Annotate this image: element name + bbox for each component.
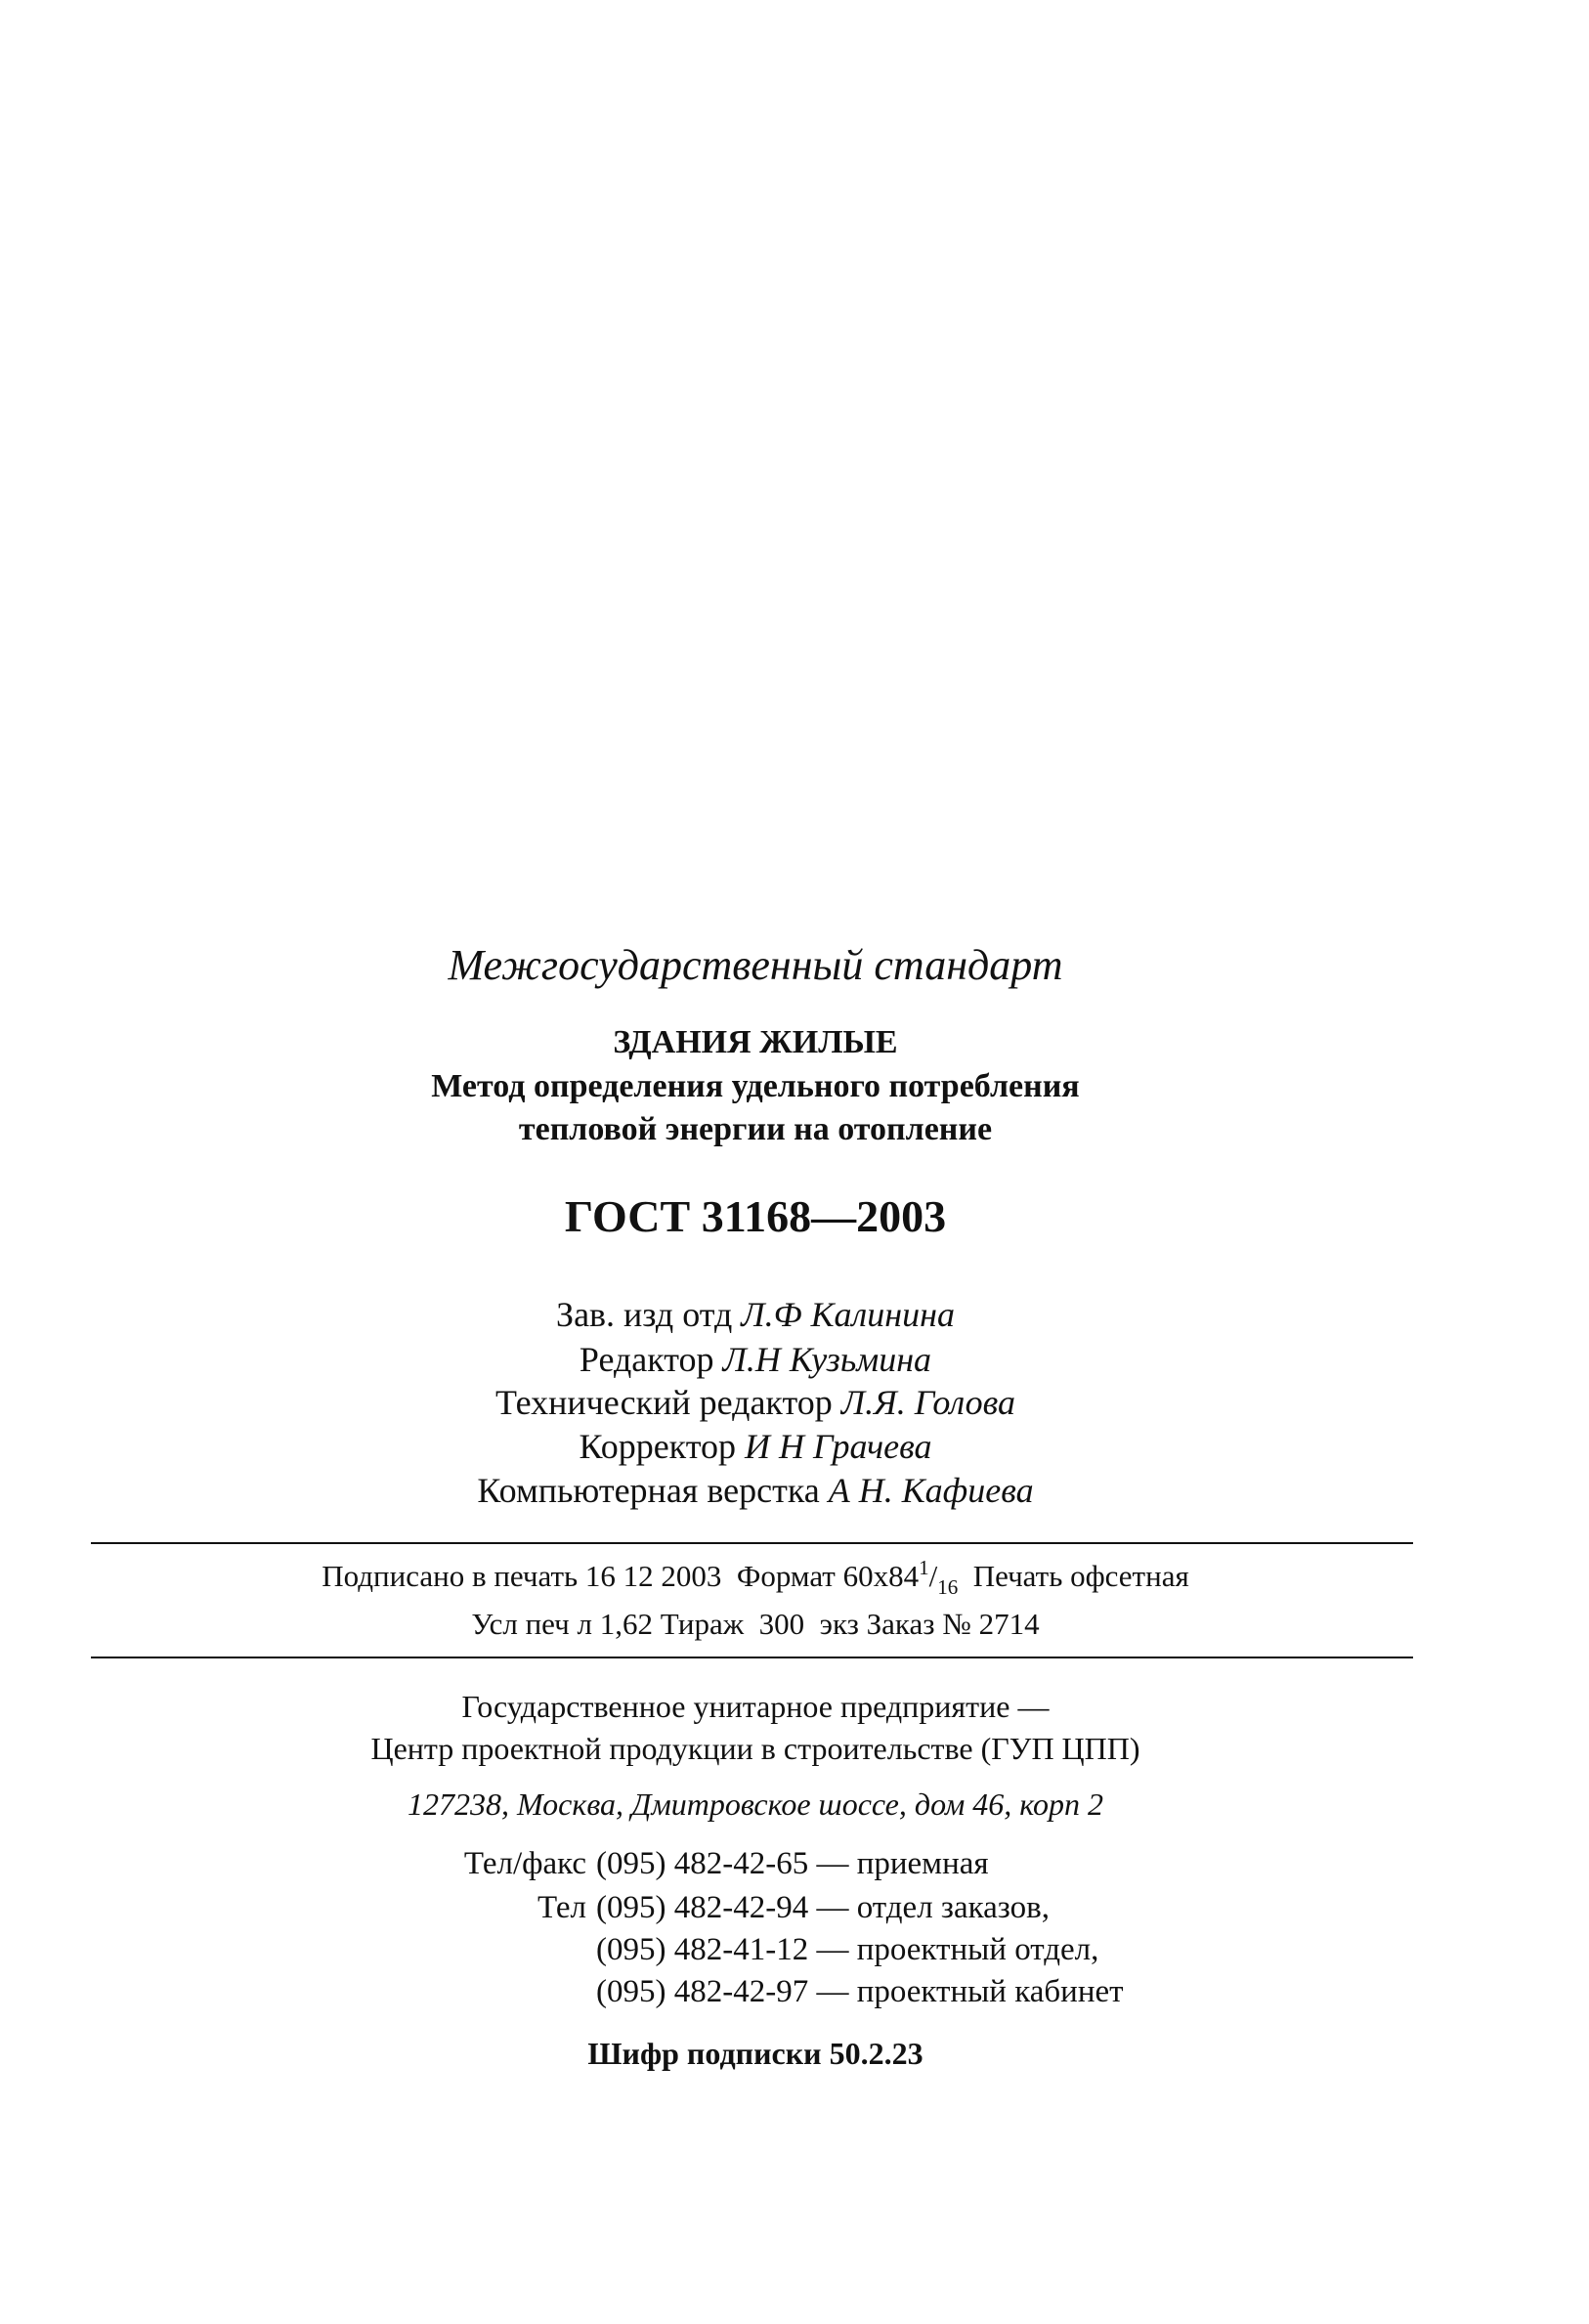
phone-entry (596, 1932, 1098, 1968)
phone-entry (596, 1890, 1050, 1926)
series-title: Межгосударственный стандарт (448, 941, 1063, 989)
phone-purpose: — проектный кабинет (816, 1974, 1124, 2009)
sheets-value: 1,62 (599, 1607, 653, 1641)
run-value: 300 (758, 1607, 805, 1641)
phone-purpose: — отдел заказов, (816, 1890, 1050, 1925)
format-sup: 1 (919, 1556, 929, 1579)
phone-number: (095) 482-42-94 (596, 1890, 809, 1925)
copies-unit: экз (819, 1607, 859, 1641)
credit-name: А Н. Кафиева (828, 1471, 1034, 1510)
credit-role: Технический редактор (495, 1383, 833, 1422)
publisher-address: 127238, Москва, Дмитровское шоссе, дом 46, корп 2 (407, 1786, 1104, 1822)
divider-bottom (91, 1657, 1413, 1658)
credit-role: Редактор (579, 1340, 714, 1379)
publisher-line-2: Центр проектной продукции в строительстве (ГУП ЦПП) (370, 1731, 1140, 1766)
credit-line (0, 1426, 1511, 1467)
document-title-line-2: Метод определения удельного потребления (431, 1068, 1080, 1104)
signed-label: Подписано в печать (322, 1559, 579, 1593)
credit-role: Компьютерная верстка (477, 1471, 820, 1510)
order-value: 2714 (978, 1607, 1040, 1641)
phone-entry (596, 1974, 1124, 2010)
format-sub: 16 (937, 1575, 959, 1599)
document-title-line-1: ЗДАНИЯ ЖИЛЫЕ (613, 1024, 898, 1060)
print-info-line-2 (0, 1607, 1511, 1642)
format-label: Формат (736, 1559, 836, 1593)
standard-number: ГОСТ 31168—2003 (564, 1191, 947, 1241)
credit-line (0, 1470, 1511, 1511)
phone-purpose: — приемная (816, 1846, 989, 1881)
phone-label: Тел/факс (463, 1846, 586, 1881)
phone-entry (596, 1846, 989, 1882)
phone-number: (095) 482-42-65 (596, 1846, 809, 1881)
order-label: Заказ № (866, 1607, 971, 1641)
credit-name: И Н Грачева (744, 1427, 932, 1466)
credit-line (0, 1339, 1511, 1380)
document-title-line-3: тепловой энергии на отопление (518, 1111, 993, 1147)
phone-purpose: — проектный отдел, (816, 1932, 1099, 1967)
publisher-line-1: Государственное унитарное предприятие — (461, 1689, 1050, 1724)
credit-line (0, 1294, 1511, 1335)
credit-role: Корректор (579, 1427, 736, 1466)
credit-name: Л.Ф Калинина (741, 1295, 955, 1334)
format-slash: / (928, 1559, 938, 1593)
print-type: Печать офсетная (972, 1559, 1189, 1593)
credit-line (0, 1382, 1511, 1423)
phone-number: (095) 482-41-12 (596, 1932, 809, 1967)
divider-top (91, 1542, 1413, 1544)
print-info-line-1 (0, 1556, 1511, 1600)
phone-label: Тел (537, 1890, 586, 1925)
run-label: Тираж (660, 1607, 745, 1641)
format-value (842, 1556, 959, 1599)
sheets-label: Усл печ л (471, 1607, 592, 1641)
phone-number: (095) 482-42-97 (596, 1974, 809, 2009)
format-base: 60x84 (842, 1559, 920, 1593)
subscription-code: Шифр подписки 50.2.23 (587, 2036, 923, 2071)
credit-role: Зав. изд отд (556, 1295, 733, 1334)
credit-name: Л.Н Кузьмина (722, 1340, 932, 1379)
credit-name: Л.Я. Голова (840, 1383, 1015, 1422)
signed-date: 16 12 2003 (584, 1559, 722, 1593)
